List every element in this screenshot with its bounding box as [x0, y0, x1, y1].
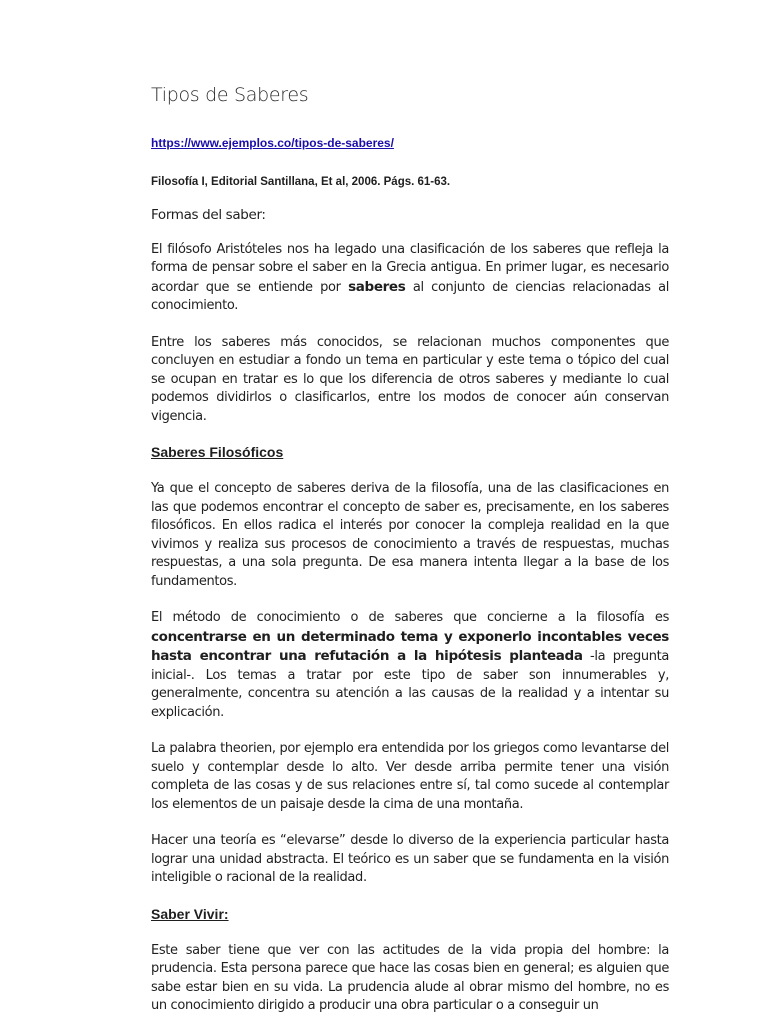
intro-text: Formas del saber:: [151, 207, 266, 223]
bold-term-saberes: saberes: [348, 278, 406, 295]
bibliographic-reference: Filosofía I, Editorial Santillana, Et al, 2006. Págs. 61-63.: [151, 176, 451, 188]
paragraph-text: -la pregunta inicial-. Los temas a tratar por este tipo de saber son innumerables y, generalmente, concentra su atención a las causas de la realidad y a intentar su explicación.: [151, 649, 669, 720]
paragraph-text: al conjunto de ciencias relacionadas al conocimiento.: [151, 279, 669, 313]
paragraph-text: El método de conocimiento o de saberes que concierne a la filosofía es: [151, 610, 669, 625]
paragraph-theorien: La palabra theorien, por ejemplo era entendida por los griegos como levantarse del suelo y contemplar desde lo alto. Ver desde arriba permite tener una visión completa de las cosas y de sus relaciones entre sí, tal como sucede al contemplar los elementos de un paisaje desde la cima de una montaña.: [151, 741, 669, 812]
section-heading-saber-vivir: Saber Vivir:: [151, 905, 229, 922]
source-link[interactable]: https://www.ejemplos.co/tipos-de-saberes/: [151, 136, 394, 150]
paragraph-saberes-conocidos: Entre los saberes más conocidos, se relacionan muchos componentes que concluyen en estudiar a fondo un tema en particular y este tema o tópico del cual se ocupan en tratar es lo que los diferencia de otros saberes y mediante lo cual podemos dividirlos o clasificarlos, entre los modos de conocer aún conservan vigencia.: [151, 334, 669, 424]
paragraph-teoria: Hacer una teoría es “elevarse” desde lo diverso de la experiencia particular hasta lograr una unidad abstracta. El teórico es un saber que se fundamenta en la visión inteligible o racional de la realidad.: [151, 833, 669, 885]
paragraph-aristoteles: [151, 241, 669, 316]
section-heading-saberes-filosoficos: Saberes Filosóficos: [151, 444, 284, 460]
paragraph-metodo: [151, 609, 669, 722]
bold-phrase-metodo: concentrarse en un determinado tema y exponerlo incontables veces hasta encontrar una refutación a la hipótesis planteada: [151, 628, 669, 664]
paragraph-text: El filósofo Aristóteles nos ha legado una clasificación de los saberes que refleja la forma de pensar sobre el saber en la Grecia antigua. En primer lugar, es necesario acordar que se entiende por: [151, 241, 669, 295]
page-title: Tipos de Saberes: [151, 84, 309, 106]
paragraph-saber-vivir: Este saber tiene que ver con las actitudes de la vida propia del hombre: la prudencia. Esta persona parece que hace las cosas bien en general; es alguien que sabe estar bien en su vida. La prudencia alude al obrar mismo del hombre, no es un conocimiento dirigido a producir una obra particular o a conseguir un: [151, 942, 669, 1013]
paragraph-saberes-filosoficos: Ya que el concepto de saberes deriva de la filosofía, una de las clasificaciones en las que podemos encontrar el concepto de saber es, precisamente, en los saberes filosóficos. En ellos radica el interés por conocer la compleja realidad en la que vivimos y realiza sus procesos de conocimiento a través de respuestas, muchas respuestas, a una sola pregunta. De esa manera intenta llegar a la base de los fundamentos.: [151, 481, 669, 589]
